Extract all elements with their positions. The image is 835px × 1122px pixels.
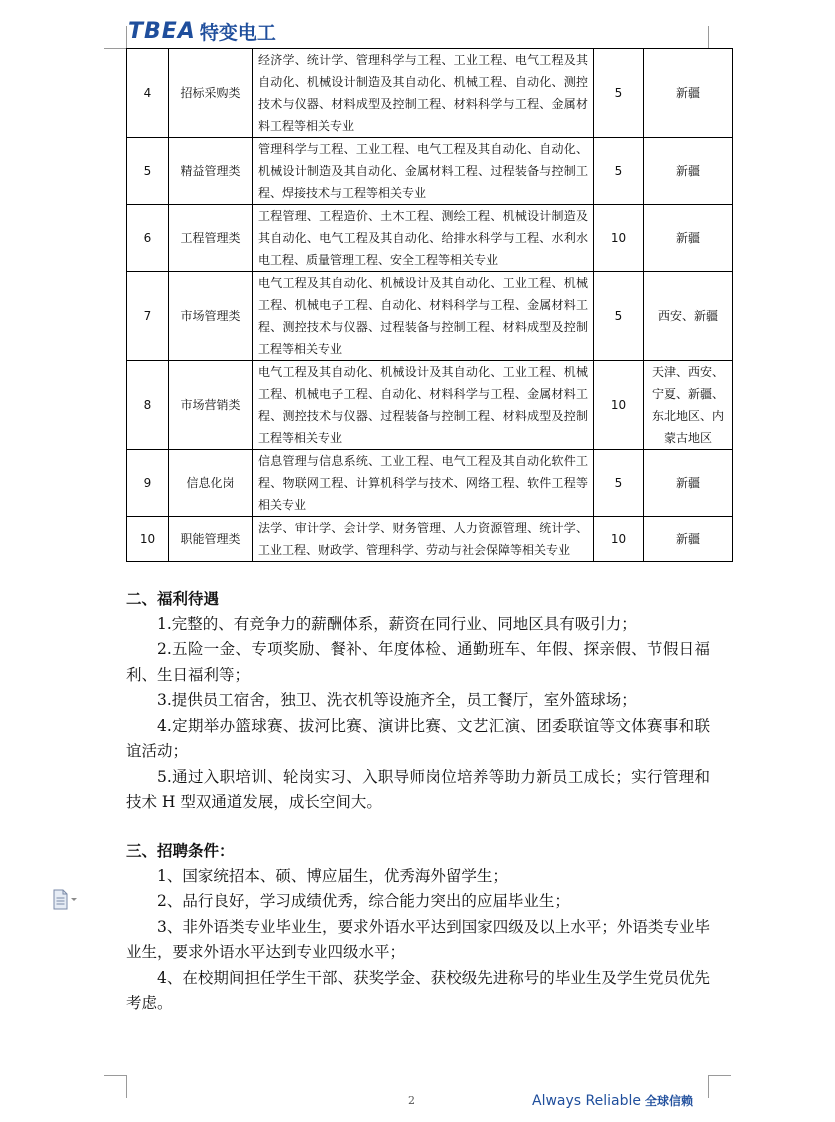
positions-table (126, 48, 733, 562)
document-dropdown-icon[interactable] (52, 888, 78, 912)
position-category: 职能管理类 (169, 517, 253, 562)
benefit-item: 2.五险一金、专项奖励、餐补、年度体检、通勤班车、年假、探亲假、节假日福利、生日福利等； (126, 640, 710, 684)
required-majors: 电气工程及其自动化、机械设计及其自动化、工业工程、机械工程、机械电子工程、自动化、材料科学与工程、金属材料工程、测控技术与仪器、过程装备与控制工程、材料成型及控制工程等相关专业 (253, 361, 594, 450)
row-number: 6 (127, 205, 169, 272)
position-category: 精益管理类 (169, 138, 253, 205)
crop-mark-top-right (708, 26, 731, 49)
position-category: 市场管理类 (169, 272, 253, 361)
row-number: 10 (127, 517, 169, 562)
benefits-section (126, 586, 710, 816)
work-location: 新疆 (644, 49, 733, 138)
work-location: 新疆 (644, 517, 733, 562)
position-category: 招标采购类 (169, 49, 253, 138)
crop-mark-bottom-right (708, 1075, 731, 1098)
logo-latin: TBEA (128, 18, 196, 44)
hiring-count: 5 (594, 138, 644, 205)
required-majors: 工程管理、工程造价、土木工程、测绘工程、机械设计制造及其自动化、电气工程及其自动化、给排水科学与工程、水利水电工程、质量管理工程、安全工程等相关专业 (253, 205, 594, 272)
table-row (127, 138, 733, 205)
hiring-count: 5 (594, 49, 644, 138)
requirements-section (126, 838, 710, 1017)
required-majors: 电气工程及其自动化、机械设计及其自动化、工业工程、机械工程、机械电子工程、自动化、材料科学与工程、金属材料工程、测控技术与仪器、过程装备与控制工程、材料成型及控制工程等相关专业 (253, 272, 594, 361)
position-category: 市场营销类 (169, 361, 253, 450)
position-category: 信息化岗 (169, 450, 253, 517)
hiring-count: 10 (594, 361, 644, 450)
required-majors: 管理科学与工程、工业工程、电气工程及其自动化、自动化、机械设计制造及其自动化、金属材料工程、过程装备与控制工程、焊接技术与工程等相关专业 (253, 138, 594, 205)
row-number: 8 (127, 361, 169, 450)
logo-cjk: 特变电工 (199, 21, 276, 44)
row-number: 9 (127, 450, 169, 517)
crop-mark-bottom-left (104, 1075, 127, 1098)
requirement-item: 3、非外语类专业毕业生，要求外语水平达到国家四级及以上水平；外语类专业毕业生，要求外语水平达到专业四级水平； (126, 917, 710, 961)
slogan-en: Always Reliable (532, 1093, 641, 1109)
requirement-item: 1、国家统招本、硕、博应届生，优秀海外留学生； (157, 866, 508, 885)
work-location: 新疆 (644, 138, 733, 205)
table-row (127, 272, 733, 361)
page-number: 2 (408, 1094, 415, 1107)
crop-mark-top-left (104, 26, 127, 49)
work-location: 新疆 (644, 205, 733, 272)
required-majors: 经济学、统计学、管理科学与工程、工业工程、电气工程及其自动化、机械设计制造及其自动化、机械工程、自动化、测控技术与仪器、材料成型及控制工程、材料科学与工程、金属材料工程等相关专业 (253, 49, 594, 138)
company-logo (128, 18, 276, 44)
benefit-item: 1.完整的、有竞争力的薪酬体系，薪资在同行业、同地区具有吸引力； (157, 614, 637, 633)
hiring-count: 5 (594, 450, 644, 517)
table-row (127, 450, 733, 517)
requirement-item: 2、品行良好，学习成绩优秀，综合能力突出的应届毕业生； (157, 892, 570, 910)
hiring-count: 10 (594, 205, 644, 272)
footer-slogan (532, 1092, 693, 1109)
table-row (127, 517, 733, 562)
benefit-item: 4.定期举办篮球赛、拔河比赛、演讲比赛、文艺汇演、团委联谊等文体赛事和联谊活动； (126, 716, 710, 760)
hiring-count: 5 (594, 272, 644, 361)
required-majors: 法学、审计学、会计学、财务管理、人力资源管理、统计学、工业工程、财政学、管理科学、劳动与社会保障等相关专业 (253, 517, 594, 562)
benefits-heading: 二、福利待遇 (126, 589, 220, 608)
row-number: 5 (127, 138, 169, 205)
row-number: 7 (127, 272, 169, 361)
requirements-heading: 三、招聘条件： (126, 841, 235, 860)
work-location: 天津、西安、宁夏、新疆、东北地区、内蒙古地区 (644, 361, 733, 450)
slogan-cn: 全球信赖 (645, 1094, 694, 1108)
table-row (127, 205, 733, 272)
requirement-item: 4、在校期间担任学生干部、获奖学金、获校级先进称号的毕业生及学生党员优先考虑。 (126, 968, 710, 1012)
hiring-count: 10 (594, 517, 644, 562)
row-number: 4 (127, 49, 169, 138)
benefit-item: 3.提供员工宿舍，独卫、洗衣机等设施齐全，员工餐厅，室外篮球场； (157, 691, 637, 709)
work-location: 新疆 (644, 450, 733, 517)
table-row (127, 361, 733, 450)
table-row (127, 49, 733, 138)
required-majors: 信息管理与信息系统、工业工程、电气工程及其自动化软件工程、物联网工程、计算机科学与技术、网络工程、软件工程等相关专业 (253, 450, 594, 517)
benefit-item: 5.通过入职培训、轮岗实习、入职导师岗位培养等助力新员工成长；实行管理和技术 H 型双通道发展，成长空间大。 (126, 767, 710, 811)
work-location: 西安、新疆 (644, 272, 733, 361)
position-category: 工程管理类 (169, 205, 253, 272)
